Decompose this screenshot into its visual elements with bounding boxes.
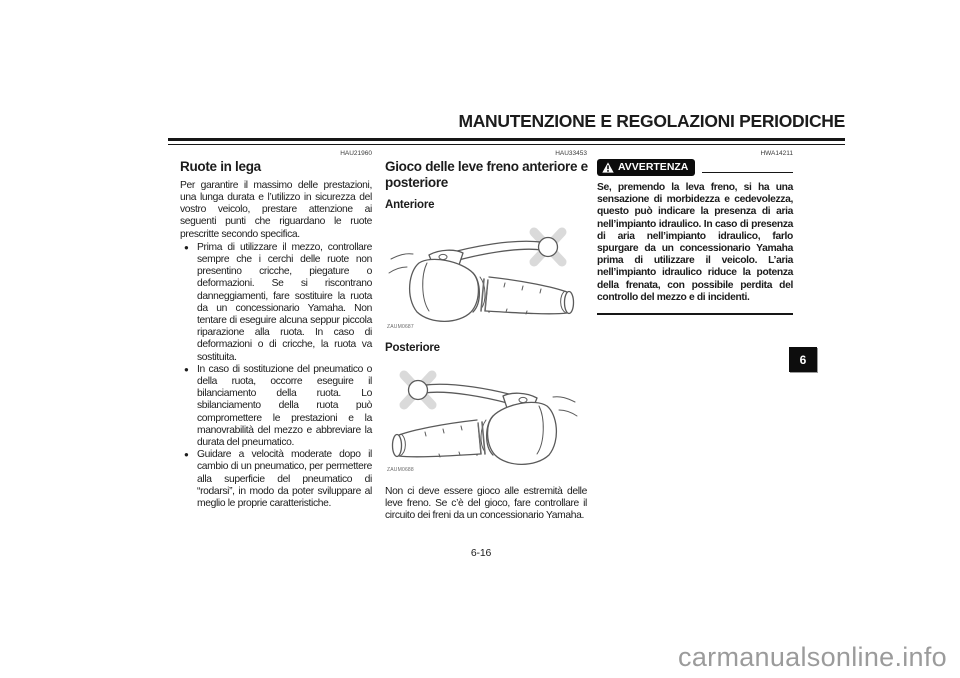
bullet-icon: ● [184,364,189,374]
bullet-icon: ● [184,450,189,460]
warning-header [597,159,793,176]
section-heading-ruote-in-lega: Ruote in lega [180,159,261,174]
warning-badge [597,159,695,176]
section-ref-code: HWA14211 [760,150,793,157]
list-item [180,242,372,364]
watermark: carmanualsonline.info [678,642,947,672]
front-brake-lever-illustration [385,219,581,323]
warning-paragraph: Se, premendo la leva freno, si ha una sensazione di morbidezza e cedevolezza, questo può indicare la presenza di aria nell’impianto idraulico. In caso di presenza di aria nell’impianto idraulico, farlo spurgare da un concessionario Yamaha prima di utilizzare il veicolo. L’aria nell’impianto idraulico riduce la potenza della frenata, con possibile perdita del controllo del mezzo e di incidenti. [597,182,793,303]
page-number: 6-16 [470,547,492,559]
rear-brake-lever-illustration [385,362,581,466]
warning-triangle-icon [602,162,614,173]
header-divider [168,138,845,145]
page-title: MANUTENZIONE E REGOLAZIONI PERIODICHE [458,111,845,131]
list-item [180,364,372,449]
section-end-rule [597,313,793,315]
list-item [180,449,372,510]
section-heading-gioco-leve-freno: Gioco delle leve freno anteriore e posteriore [385,159,588,190]
figure-code: ZAUM0687 [387,323,414,330]
left-column [180,150,372,510]
list-item-text: Guidare a velocità moderate dopo il cambio di un pneumatico, per permettere alla superficie del pneumatico di “rodarsi”, in modo da poter sviluppare al meglio le proprie caratteristiche. [197,449,372,510]
list-item-text: In caso di sostituzione del pneumatico o della ruota, occorre eseguire il bilanciamento della ruota. Lo sbilanciamento della ruota può compromettere le prestazioni e la manovrabilità del mezzo e abbreviare la durata del pneumatico. [197,363,372,449]
warning-rule [702,172,793,174]
bullet-icon: ● [184,242,189,252]
right-column [597,150,793,315]
front-brake-lever-figure [385,219,587,330]
chapter-tab: 6 [789,347,817,372]
middle-column [385,150,587,523]
front-label: Anteriore [385,198,435,211]
rear-label: Posteriore [385,341,440,354]
section-ref-code: HAU33453 [555,150,587,157]
section-ref-code: HAU21960 [340,150,372,157]
figure-code: ZAUM0688 [387,467,414,473]
warning-label: AVVERTENZA [618,161,689,174]
middle-paragraph: Non ci deve essere gioco alle estremità delle leve freno. Se c’è del gioco, fare controllare il circuito dei freni da un concessionario Yamaha. [385,486,587,522]
rear-brake-lever-figure [385,362,587,473]
list-item-text: Prima di utilizzare il mezzo, controllare sempre che i cerchi delle ruote non presentino cricche, piegature o deformazioni. Se si riscontrano danneggiamenti, fare sostituire la ruota da un concessionario Yamaha. Non tentare di eseguire alcuna seppur piccola riparazione alla ruota. In caso di deformazioni o di cricche, la ruota va sostituita. [197,241,372,363]
intro-paragraph: Per garantire il massimo delle prestazioni, una lunga durata e l’utilizzo in sicurezza del vostro veicolo, prestare attenzione ai seguenti punti che riguardano le ruote prescritte secondo specifica. [180,179,372,240]
